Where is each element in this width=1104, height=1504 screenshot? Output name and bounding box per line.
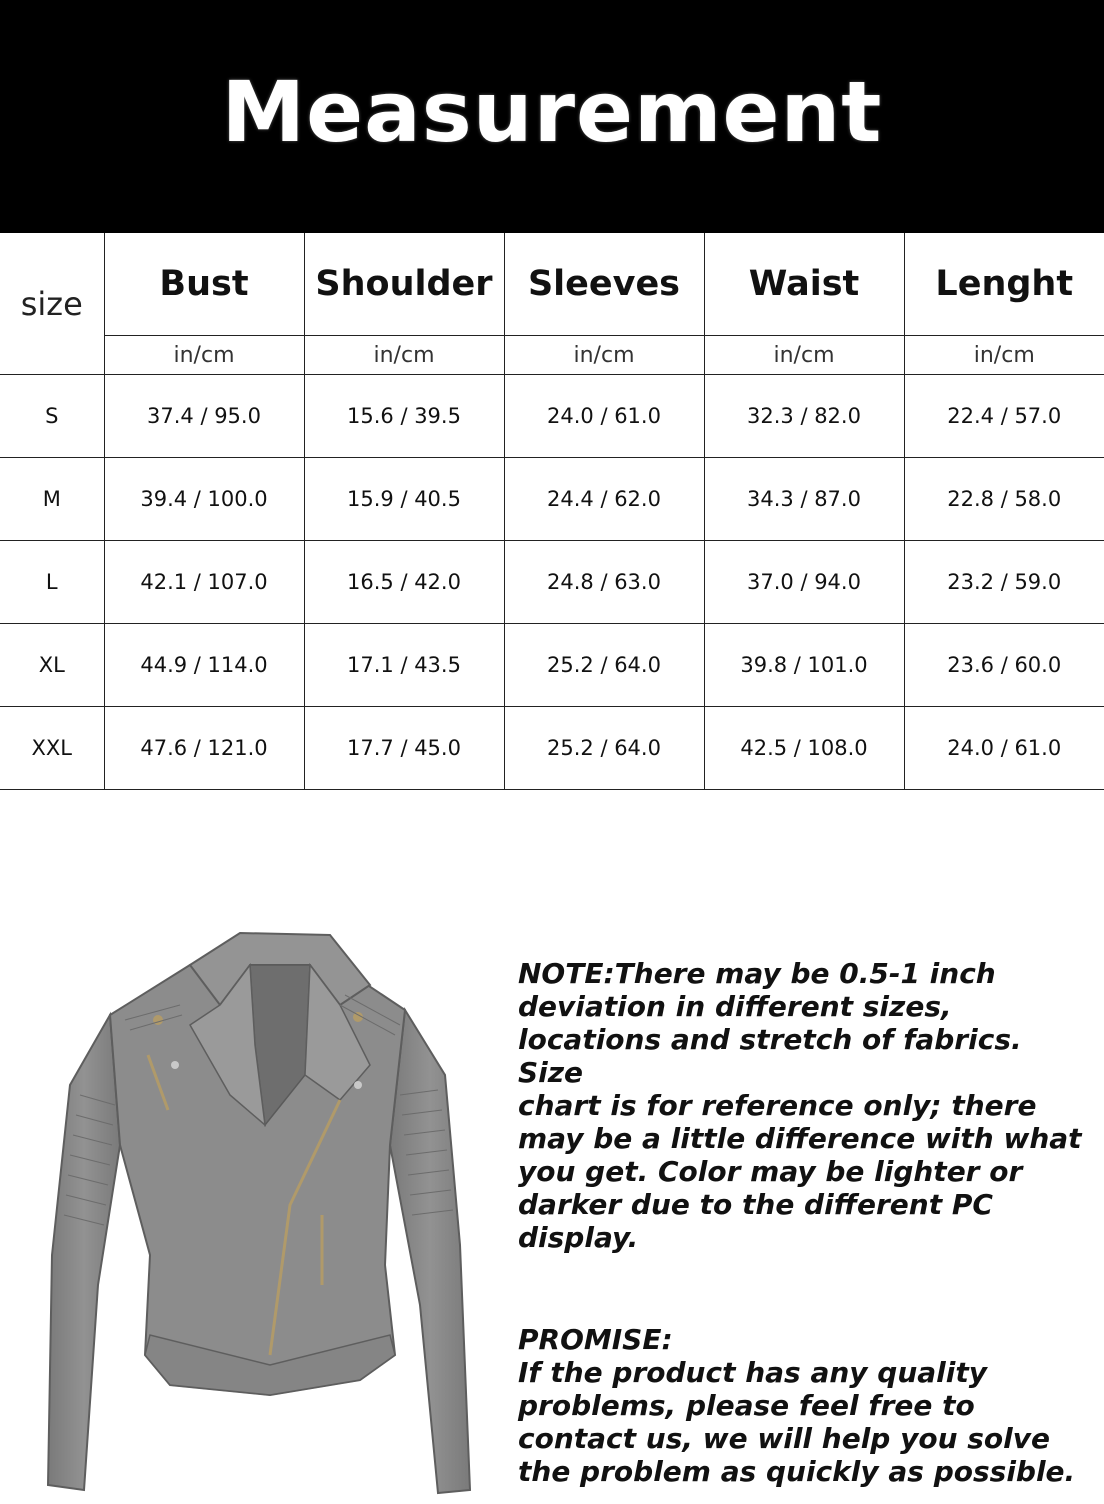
table-cell: 42.1 / 107.0 — [104, 541, 304, 624]
table-row — [0, 375, 1104, 458]
column-header-bust: Bust — [104, 233, 304, 336]
table-row — [0, 624, 1104, 707]
table-cell: 25.2 / 64.0 — [504, 707, 704, 790]
column-header-sleeves: Sleeves — [504, 233, 704, 336]
header-banner — [0, 0, 1104, 233]
table-cell: 15.6 / 39.5 — [304, 375, 504, 458]
quality-promise: PROMISE: If the product has any quality problems, please feel free to contact us, we will help you solve the problem as quickly as possible. — [518, 1323, 1076, 1488]
table-row — [0, 458, 1104, 541]
size-label: M — [0, 458, 104, 541]
size-label: S — [0, 375, 104, 458]
unit-label: in/cm — [304, 336, 504, 375]
size-label: L — [0, 541, 104, 624]
column-header-shoulder: Shoulder — [304, 233, 504, 336]
size-column-header: size — [0, 233, 104, 375]
table-cell: 47.6 / 121.0 — [104, 707, 304, 790]
table-cell: 32.3 / 82.0 — [704, 375, 904, 458]
table-cell: 39.8 / 101.0 — [704, 624, 904, 707]
table-cell: 25.2 / 64.0 — [504, 624, 704, 707]
table-cell: 24.8 / 63.0 — [504, 541, 704, 624]
table-cell: 34.3 / 87.0 — [704, 458, 904, 541]
jacket-product-image — [40, 925, 480, 1500]
table-cell: 23.6 / 60.0 — [904, 624, 1104, 707]
table-cell: 23.2 / 59.0 — [904, 541, 1104, 624]
table-cell: 22.8 / 58.0 — [904, 458, 1104, 541]
gray-moto-jacket-icon — [40, 925, 480, 1500]
unit-label: in/cm — [504, 336, 704, 375]
column-header-waist: Waist — [704, 233, 904, 336]
table-cell: 15.9 / 40.5 — [304, 458, 504, 541]
table-cell: 42.5 / 108.0 — [704, 707, 904, 790]
page-title: Measurement — [221, 62, 883, 161]
table-cell: 37.0 / 94.0 — [704, 541, 904, 624]
table-cell: 17.1 / 43.5 — [304, 624, 504, 707]
table-header-row — [0, 233, 1104, 336]
unit-label: in/cm — [904, 336, 1104, 375]
table-cell: 17.7 / 45.0 — [304, 707, 504, 790]
size-label: XL — [0, 624, 104, 707]
table-row — [0, 541, 1104, 624]
unit-row — [0, 336, 1104, 375]
column-header-length: Lenght — [904, 233, 1104, 336]
table-cell: 16.5 / 42.0 — [304, 541, 504, 624]
size-chart-table — [0, 233, 1104, 790]
unit-label: in/cm — [104, 336, 304, 375]
table-cell: 22.4 / 57.0 — [904, 375, 1104, 458]
table-cell: 24.0 / 61.0 — [504, 375, 704, 458]
unit-label: in/cm — [704, 336, 904, 375]
table-cell: 24.0 / 61.0 — [904, 707, 1104, 790]
table-cell: 39.4 / 100.0 — [104, 458, 304, 541]
table-cell: 44.9 / 114.0 — [104, 624, 304, 707]
table-cell: 37.4 / 95.0 — [104, 375, 304, 458]
table-row — [0, 707, 1104, 790]
size-deviation-note: NOTE:There may be 0.5-1 inch deviation in different sizes, locations and stretch of fabrics. Size chart is for reference only; there may be a little difference with what you get. Color may be lighter or darker due to the different PC display. — [518, 957, 1082, 1254]
table-cell: 24.4 / 62.0 — [504, 458, 704, 541]
size-label: XXL — [0, 707, 104, 790]
